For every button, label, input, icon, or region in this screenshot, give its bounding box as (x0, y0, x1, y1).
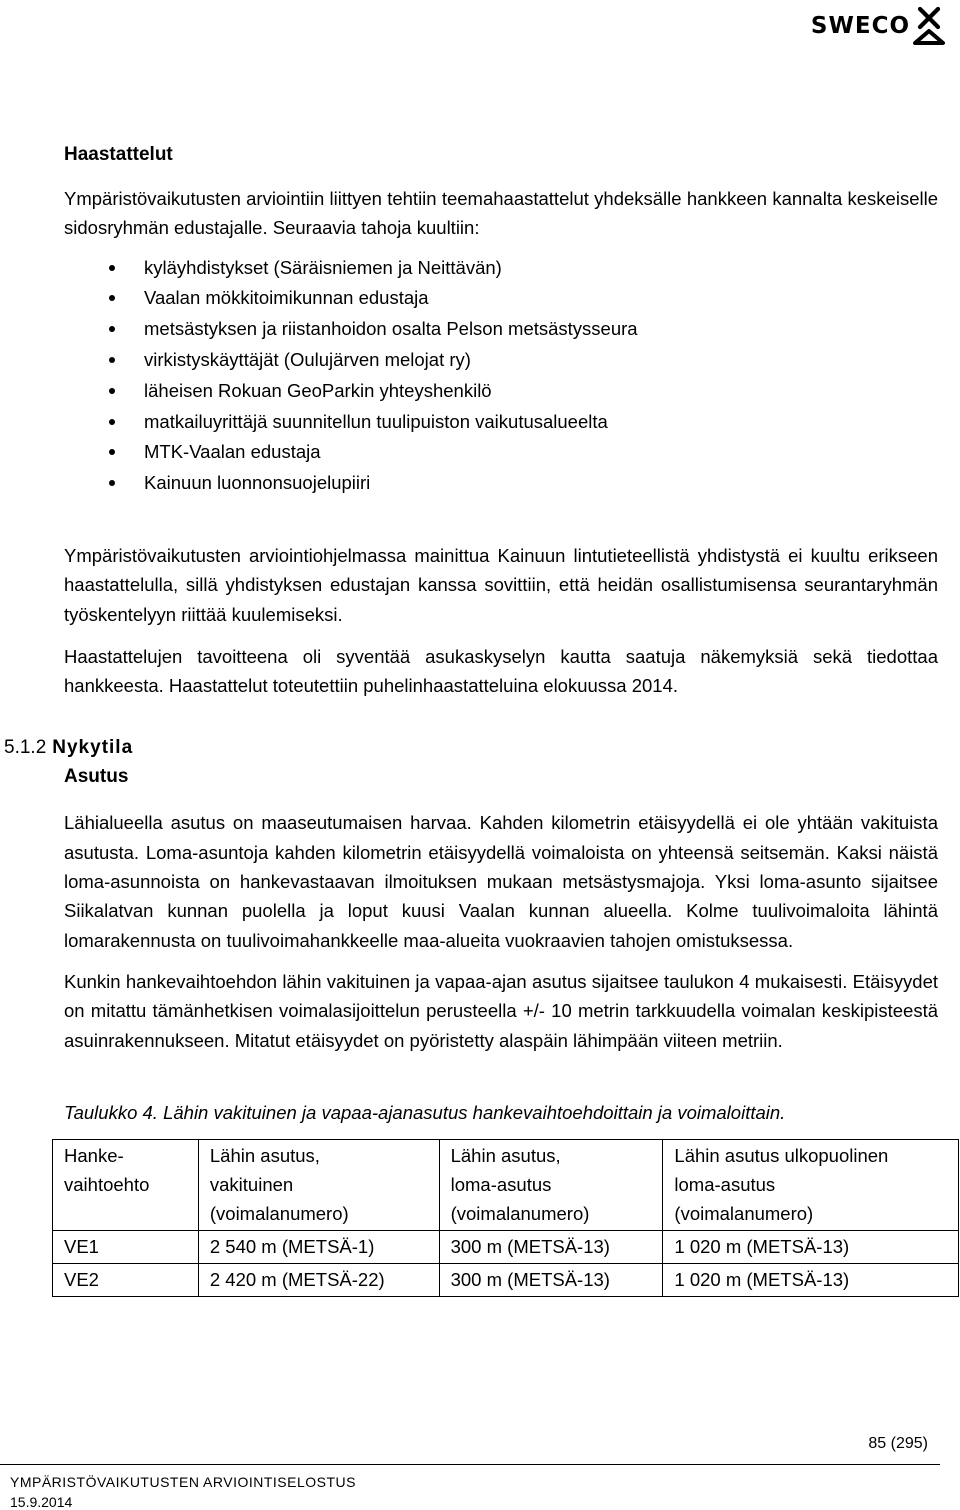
list-item: kyläyhdistykset (Säräisniemen ja Neittävän) (144, 253, 938, 284)
bullet-icon (109, 449, 115, 455)
table-header-cell: Lähin asutus ulkopuolinen loma-asutus (voimalanumero) (663, 1139, 959, 1230)
page-content (64, 140, 938, 1297)
footer-divider (0, 1464, 940, 1465)
table-cell: 300 m (METSÄ-13) (439, 1230, 663, 1263)
housing-distance-table (52, 1139, 959, 1297)
section-number: 5.1.2 (4, 737, 47, 758)
page-number: 85 (295) (868, 1435, 928, 1452)
sweco-logo (811, 6, 946, 46)
footer-document-title: YMPÄRISTÖVAIKUTUSTEN ARVIOINTISELOSTUS (10, 1474, 356, 1490)
table-row (53, 1230, 959, 1263)
bullet-icon (109, 357, 115, 363)
bullet-icon (109, 326, 115, 332)
table-cell: 1 020 m (METSÄ-13) (663, 1263, 959, 1296)
list-item: matkailuyrittäjä suunnitellun tuulipuiston vaikutusalueelta (144, 407, 938, 438)
bullet-icon (109, 295, 115, 301)
table-caption: Taulukko 4. Lähin vakituinen ja vapaa-ajanasutus hankevaihtoehdoittain ja voimaloittain. (64, 1101, 786, 1123)
table-cell: 300 m (METSÄ-13) (439, 1263, 663, 1296)
table-header-cell: Hanke- vaihtoehto (53, 1139, 199, 1230)
list-item: virkistyskäyttäjät (Oulujärven melojat ry) (144, 345, 938, 376)
section-heading (4, 733, 133, 763)
bullet-icon (109, 480, 115, 486)
asutus-paragraph-2: Kunkin hankevaihtoehdon lähin vakituinen ja vapaa-ajan asutus sijaitsee taulukon 4 mukaisesti. Etäisyydet on mitattu tämänhetkisen voimalasijoittelun perusteella +/- 10 metrin tarkkuudella voimalan keskipisteestä asuinrakennukseen. Mitatut etäisyydet on pyöristetty alaspäin lähimpään viiteen metriin. (64, 970, 938, 1051)
section-title: Nykytila (52, 737, 134, 758)
interviews-paragraph-3: Haastattelujen tavoitteena oli syventää asukaskyselyn kautta saatuja näkemyksiä sekä tiedottaa hankkeesta. Haastattelut toteutettiin puhelinhaastatteluina elokuussa 2014. (64, 645, 938, 697)
list-item: metsästyksen ja riistanhoidon osalta Pelson metsästysseura (144, 314, 938, 345)
bullet-icon (109, 265, 115, 271)
subheading-asutus: Asutus (64, 766, 129, 788)
table-header-cell: Lähin asutus, vakituinen (voimalanumero) (198, 1139, 439, 1230)
list-item: Vaalan mökkitoimikunnan edustaja (144, 283, 938, 314)
table-cell: 1 020 m (METSÄ-13) (663, 1230, 959, 1263)
interviews-intro: Ympäristövaikutusten arviointiin liittyen tehtiin teemahaastattelut yhdeksälle hankkeen kannalta keskeiselle sidosryhmän edustajalle. Seuraavia tahoja kuultiin: (64, 188, 938, 239)
bullet-icon (109, 419, 115, 425)
table-cell: 2 420 m (METSÄ-22) (198, 1263, 439, 1296)
logo-text: SWECO (810, 12, 910, 39)
table-header-row (53, 1139, 959, 1230)
bullet-icon (109, 388, 115, 394)
table-cell: VE1 (53, 1230, 199, 1263)
list-item: Kainuun luonnonsuojelupiiri (144, 468, 938, 499)
sweco-mark-icon (912, 6, 946, 46)
list-item: MTK-Vaalan edustaja (144, 437, 938, 468)
table-cell: VE2 (53, 1263, 199, 1296)
table-cell: 2 540 m (METSÄ-1) (198, 1230, 439, 1263)
interviews-paragraph-2: Ympäristövaikutusten arviointiohjelmassa mainittua Kainuun lintutieteellistä yhdistystä ei kuultu erikseen haastattelulla, sillä yhdistyksen edustajan kanssa sovittiin, että heidän osallistumisensa seurantaryhmän työskentelyyn riittää kuulemiseksi. (64, 544, 938, 625)
footer-date: 15.9.2014 (10, 1494, 73, 1510)
interviews-heading: Haastattelut (64, 144, 173, 165)
table-row (53, 1263, 959, 1296)
table-header-cell: Lähin asutus, loma-asutus (voimalanumero) (439, 1139, 663, 1230)
asutus-paragraph-1: Lähialueella asutus on maaseutumaisen harvaa. Kahden kilometrin etäisyydellä ei ole yhtään vakituista asutusta. Loma-asuntoja kahden kilometrin etäisyydellä voimaloista on yhteensä seitsemän. Kaksi näistä loma-asunnoista on hankevastaavan ilmoituksen mukaan metsästysmajoja. Yksi loma-asunto sijaitsee Siikalatvan kunnan puolella ja loput kuusi Vaalan kunnan alueella. Kolme tuulivoimaloita lähintä lomarakennusta on tuulivoimahankkeelle maa-alueita vuokraavien tahojen omistuksessa. (64, 812, 938, 951)
stakeholder-list (64, 253, 938, 499)
list-item: läheisen Rokuan GeoParkin yhteyshenkilö (144, 376, 938, 407)
